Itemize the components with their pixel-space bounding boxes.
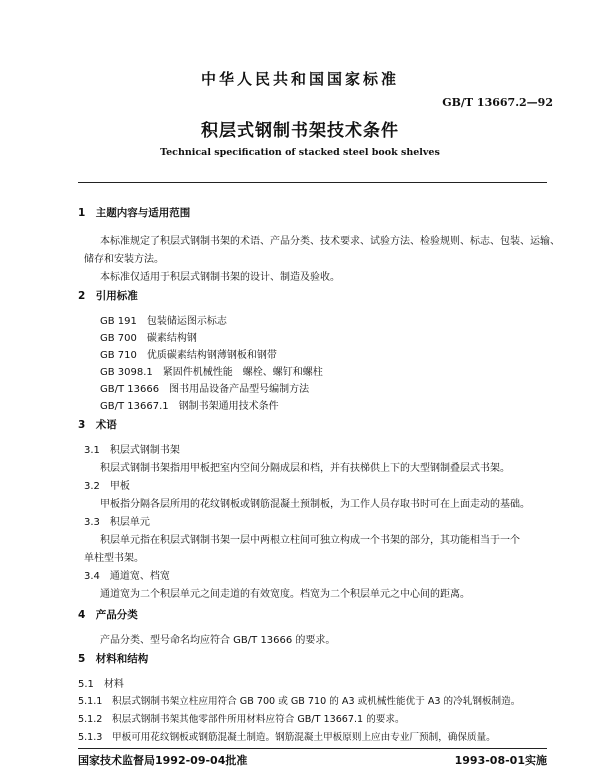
term-3-4-text: 通道宽为二个积层单元之间走道的有效宽度。档宽为二个积层单元之中心间的距离。: [100, 589, 470, 600]
term-3-1-text: 积层式钢制书架指用甲板把室内空间分隔成层和档，并有扶梯供上下的大型钢制叠层式书架。: [100, 463, 510, 474]
clause-5-1-1: 5.1.1 积层式钢制书架立柱应用符合 GB 700 或 GB 710 的 A3 或机械性能优于 A3 的冷轧钢板制造。: [78, 696, 521, 707]
section-1-heading: 1 主题内容与适用范围: [78, 207, 191, 219]
term-3-4-title: 3.4 通道宽、档宽: [84, 571, 170, 582]
document-title: 积层式钢制书架技术条件: [201, 121, 399, 141]
section-3-heading: 3 术语: [78, 419, 117, 431]
term-3-1-title: 3.1 积层式钢制书架: [84, 445, 180, 456]
section-1-paragraph-2: 本标准仅适用于积层式钢制书架的设计、制造及验收。: [100, 272, 340, 283]
footer-divider: [78, 748, 547, 749]
reference-item: GB 3098.1 紧固件机械性能 螺栓、螺钉和螺柱: [100, 367, 323, 378]
english-title: Technical specification of stacked steel book shelves: [160, 147, 440, 158]
section-2-heading: 2 引用标准: [78, 290, 138, 302]
standard-number: GB/T 13667.2—92: [442, 96, 553, 109]
term-3-2-title: 3.2 甲板: [84, 481, 130, 492]
section-5-heading: 5 材料和结构: [78, 653, 149, 665]
term-3-2-text: 甲板指分隔各层所用的花纹钢板或钢筋混凝土预制板，为工作人员存取书时可在上面走动的基础。: [100, 499, 530, 510]
term-3-3-text-line-1: 积层单元指在积层式钢制书架一层中两根立柱间可独立构成一个书架的部分，其功能相当于一个: [100, 535, 520, 546]
header-divider: [78, 182, 547, 183]
clause-5-1-title: 5.1 材料: [78, 679, 124, 690]
reference-item: GB/T 13667.1 钢制书架通用技术条件: [100, 401, 279, 412]
clause-5-1-3: 5.1.3 甲板可用花纹钢板或钢筋混凝土制造。钢筋混凝土甲板原则上应由专业厂预制，确保质量。: [78, 732, 496, 743]
implementation-date: 1993-08-01实施: [454, 754, 547, 767]
term-3-3-title: 3.3 积层单元: [84, 517, 150, 528]
clause-5-1-2: 5.1.2 积层式钢制书架其他零部件所用材料应符合 GB/T 13667.1 的要求。: [78, 714, 405, 725]
national-standard-heading: 中华人民共和国国家标准: [200, 70, 399, 88]
term-3-3-text-line-2: 单柱型书架。: [84, 553, 144, 564]
reference-item: GB 710 优质碳素结构钢薄钢板和钢带: [100, 350, 277, 361]
reference-item: GB 191 包装储运图示标志: [100, 316, 227, 327]
reference-item: GB/T 13666 图书用品设备产品型号编制方法: [100, 384, 310, 395]
section-4-heading: 4 产品分类: [78, 609, 138, 621]
approval-date: 国家技术监督局1992-09-04批准: [78, 754, 248, 767]
reference-item: GB 700 碳素结构钢: [100, 333, 197, 344]
section-1-paragraph-1-line-1: 本标准规定了积层式钢制书架的术语、产品分类、技术要求、试验方法、检验规则、标志、包装、运输、: [100, 236, 560, 247]
section-1-paragraph-1-line-2: 储存和安装方法。: [84, 254, 164, 265]
section-4-text: 产品分类、型号命名均应符合 GB/T 13666 的要求。: [100, 635, 336, 646]
